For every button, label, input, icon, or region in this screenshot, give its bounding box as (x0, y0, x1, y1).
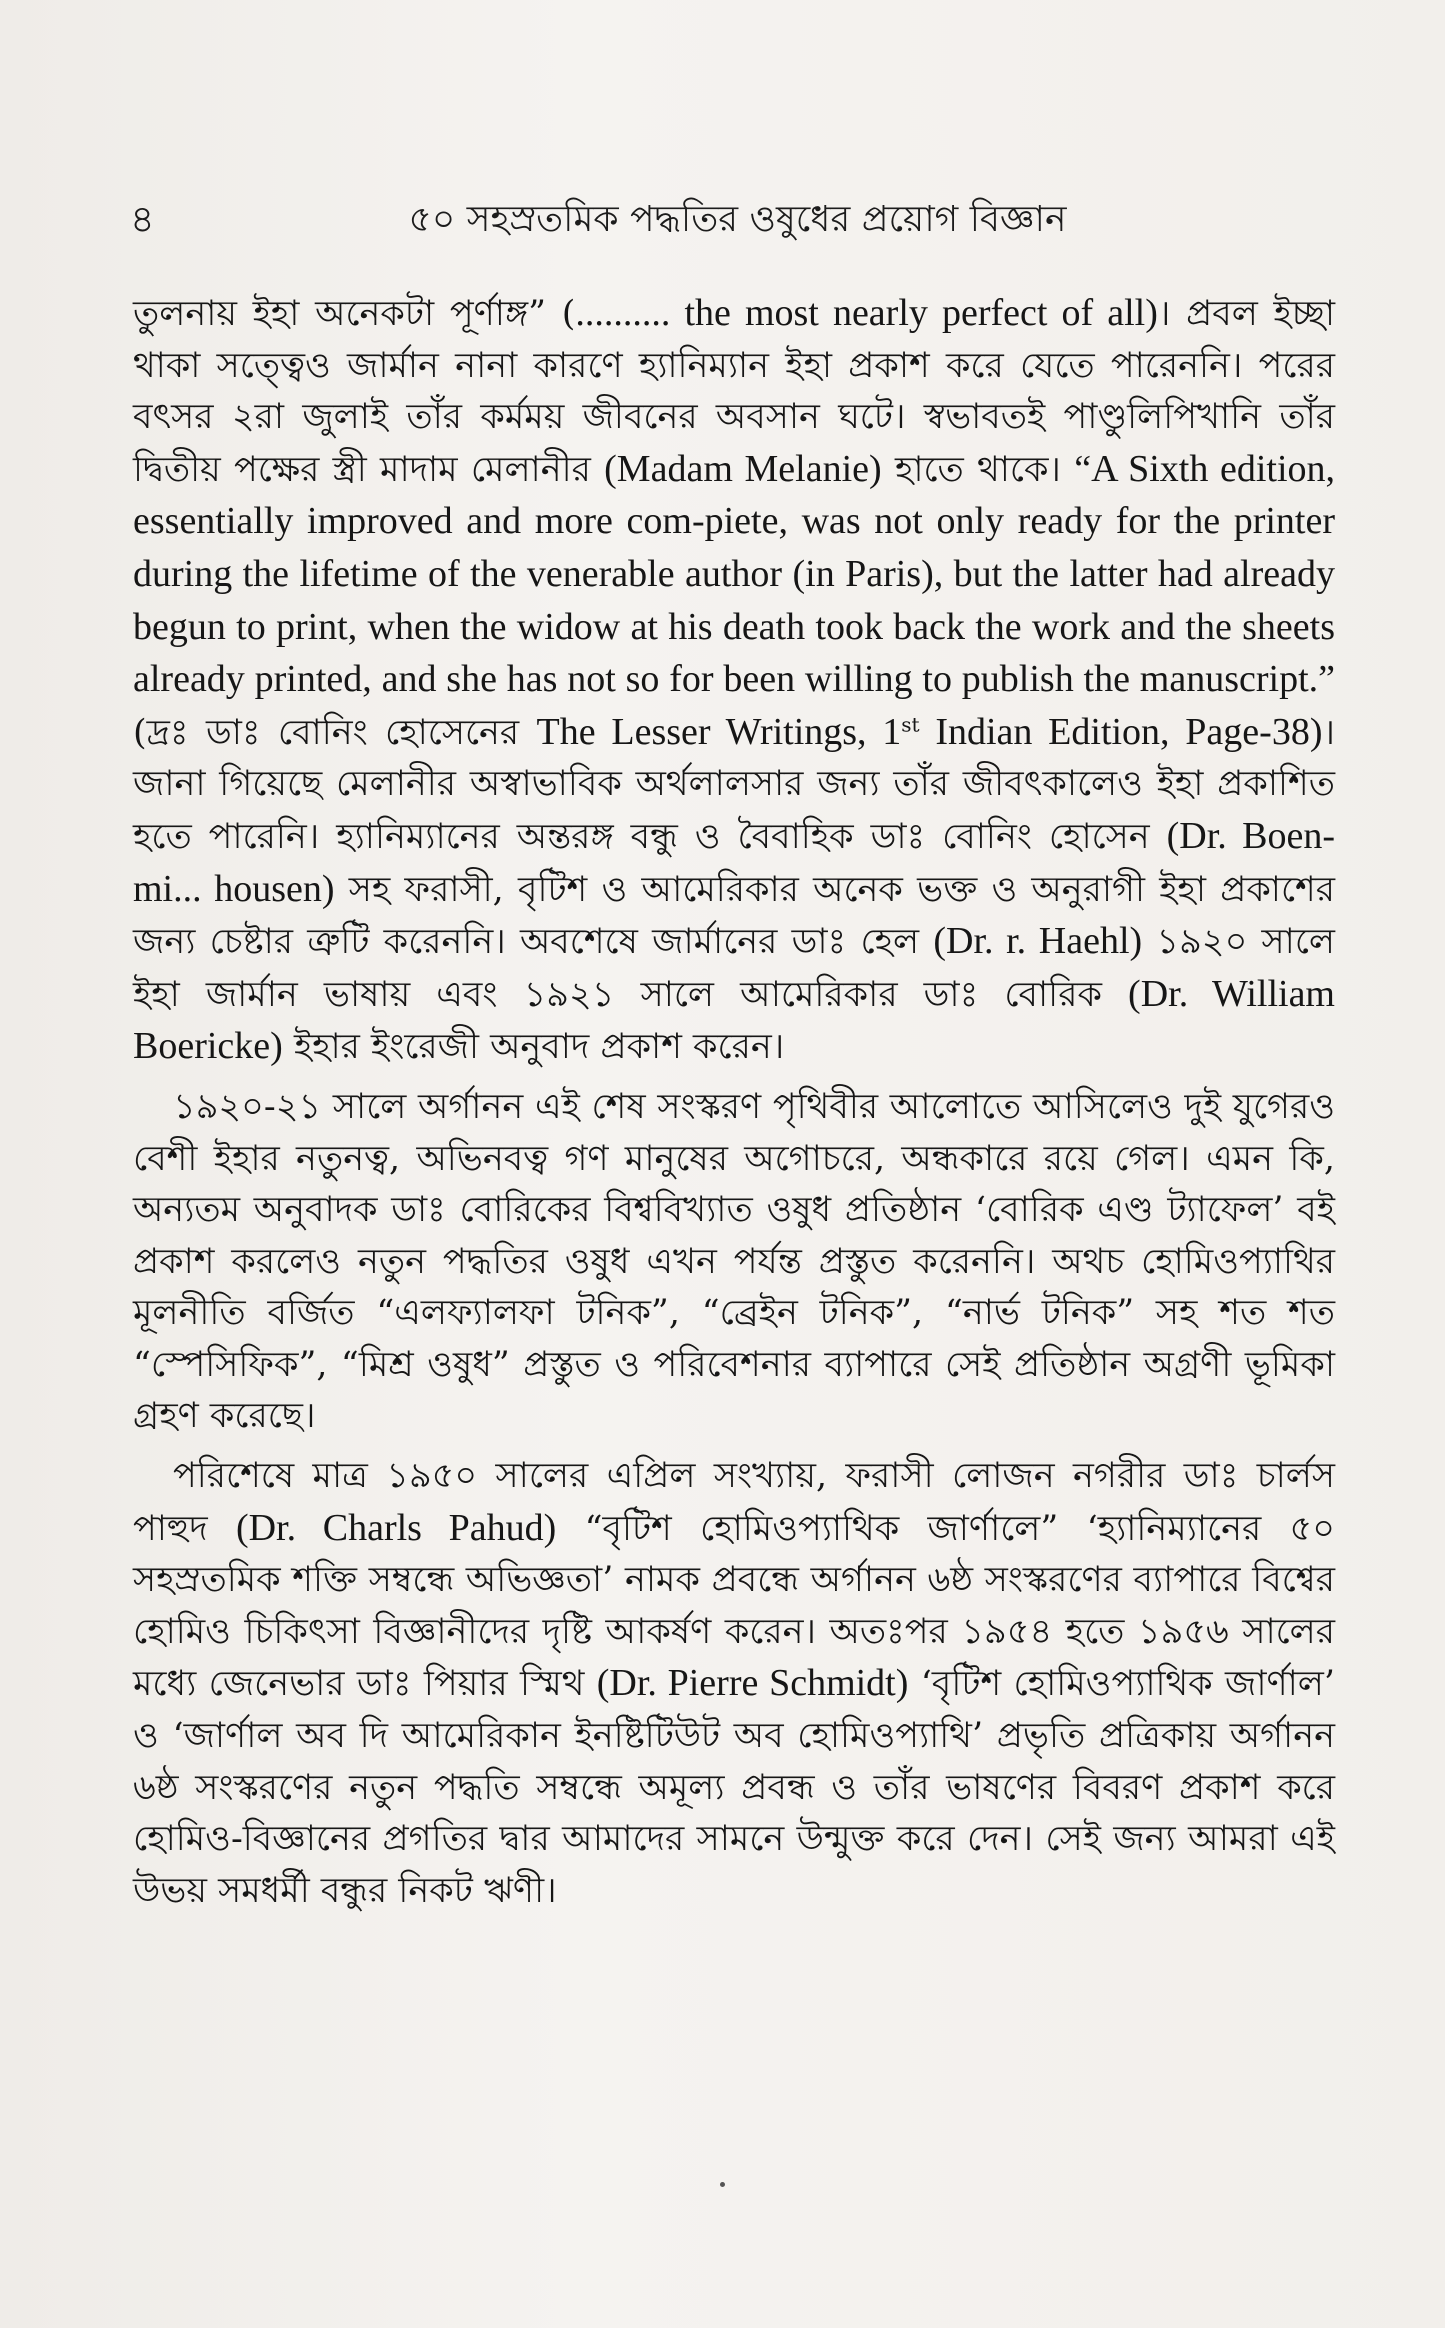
text-run: ‘বৃটিশ হোমিওপ্যাথিক জার্ণাল’ ও ‘জার্ণাল অব দি আমেরিকান ইনষ্টিটিউট অব হোমিওপ্যাথি’ প্রভৃতি প্রত্রিকায় অর্গানন ৬ষ্ঠ সংস্করণের নতুন পদ্ধতি সম্বন্ধে অমূল্য প্রবন্ধ ও তাঁর ভাষণের বিবরণ প্রকাশ করে হোমিও-বিজ্ঞানের প্রগতির দ্বার আমাদের সামনে উন্মুক্ত করে দেন। সেই জন্য আমরা এই উভয় সমধর্মী বন্ধুর নিকট ঋণী। (133, 1664, 1335, 1911)
text-run: (Dr. Charls Pahud) (235, 1506, 557, 1549)
text-run: (Dr. William Boericke) (133, 972, 1335, 1068)
text-run: (Dr. Boen-mi... housen) (133, 814, 1335, 910)
text-run: st (901, 712, 920, 737)
text-run: পরিশেষে মাত্র ১৯৫০ সালের এপ্রিল সংখ্যায়, ফরাসী লোজন নগরীর ডাঃ চার্লস পাহুদ (133, 1456, 1335, 1549)
speck-mark (720, 2182, 725, 2187)
paragraph-3 (133, 1451, 1335, 1917)
text-run: “বৃটিশ হোমিওপ্যাথিক জার্ণালে” ‘হ্যানিম্যানের ৫০ সহস্রতমিক শক্তি সম্বন্ধে অভিজ্ঞতা’ নামক প্রবন্ধে অর্গানন ৬ষ্ঠ সংস্করণের ব্যাপারে বিশ্বের হোমিও চিকিৎসা বিজ্ঞানীদের দৃষ্টি আকর্ষণ করেন। অতঃপর ১৯৫৪ হতে ১৯৫৬ সালের মধ্যে জেনেভার ডাঃ পিয়ার স্মিথ (133, 1508, 1335, 1705)
text-run: হাতে থাকে। (881, 449, 1075, 490)
body-text (133, 288, 1335, 1917)
text-run: ইহার ইংরেজী অনুবাদ প্রকাশ করেন। (282, 1027, 785, 1068)
text-run: Indian Edition, Page-38) (919, 710, 1323, 753)
text-run: । জানা গিয়েছে মেলানীর অস্বাভাবিক অর্থলালসার জন্য তাঁর জীবৎকালেও ইহা প্রকাশিত হতে পারেনি। হ্যানিম্যানের অন্তরঙ্গ বন্ধু ও বৈবাহিক ডাঃ বোনিং হোসেন (133, 712, 1336, 857)
text-run: ১৯২০ সালে ইহা জার্মান ভাষায় এবং ১৯২১ সালে আমেরিকার ডাঃ বোরিক (133, 922, 1335, 1015)
text-run: সহ ফরাসী, বৃটিশ ও আমেরিকার অনেক ভক্ত ও অনুরাগী ইহা প্রকাশের জন্য চেষ্টার ত্রুটি করেননি। অবশেষে জার্মানের ডাঃ হেল (133, 869, 1335, 963)
running-title: ৫০ সহস্রতমিক পদ্ধতির ওষুধের প্রয়োগ বিজ্ঞান (408, 199, 1067, 240)
text-run: (Dr. Pierre Schmidt) (596, 1662, 909, 1705)
text-run: The Lesser Writings, 1 (536, 710, 902, 753)
text-run: (Madam Melanie) (604, 447, 882, 490)
text-run: .......... the most nearly perfect of all) (575, 292, 1158, 334)
page-number: ৪ (130, 197, 155, 241)
text-run: । প্রবল ইচ্ছা থাকা সত্ত্বেও জার্মান নানা কারণে হ্যানিম্যান ইহা প্রকাশ করে যেতে পারেননি। পরের বৎসর ২রা জুলাই তাঁর কর্মময় জীবনের অবসান ঘটে। স্বভাবতই পাণ্ডুলিপিখানি তাঁর দ্বিতীয় পক্ষের স্ত্রী মাদাম মেলানীর (133, 294, 1335, 490)
text-run: তুলনায় ইহা অনেকটা পূর্ণাঙ্গ” ( (133, 294, 576, 334)
text-run: (Dr. r. Haehl) (933, 920, 1143, 963)
paragraph-1 (133, 288, 1335, 1074)
paragraph-2 (133, 1082, 1335, 1443)
text-run: (দ্রঃ ডাঃ বোনিং হোসেনের (133, 712, 537, 753)
page-header (130, 190, 1345, 240)
text-run: “A Sixth edition, essentially improved and more com-piete, was not only ready for the printer during the lifetime of the venerable author (in Paris), but the latter had already begun to print, when the widow at his death took back the work and the sheets already printed, and she has not so for been willing to publish the manuscript.” (133, 447, 1335, 701)
text-run: ১৯২০-২১ সালে অর্গানন এই শেষ সংস্করণ পৃথিবীর আলোতে আসিলেও দুই যুগেরও বেশী ইহার নতুনত্ব, অভিনবত্ব গণ মানুষের অগোচরে, অন্ধকারে রয়ে গেল। এমন কি, অন্যতম অনুবাদক ডাঃ বোরিকের বিশ্ববিখ্যাত ওষুধ প্রতিষ্ঠান ‘বোরিক এণ্ড ট্যাফেল’ বই প্রকাশ করলেও নতুন পদ্ধতির ওষুধ এখন পর্যন্ত প্রস্তুত করেননি। অথচ হোমিওপ্যাথির মূলনীতি বর্জিত “এলফ্যালফা টনিক”, “ব্রেইন টনিক”, “নার্ভ টনিক” সহ শত শত “স্পেসিফিক”, “মিশ্র ওষুধ” প্রস্তুত ও পরিবেশনার ব্যাপারে সেই প্রতিষ্ঠান অগ্রণী ভূমিকা গ্রহণ করেছে। (133, 1086, 1335, 1437)
